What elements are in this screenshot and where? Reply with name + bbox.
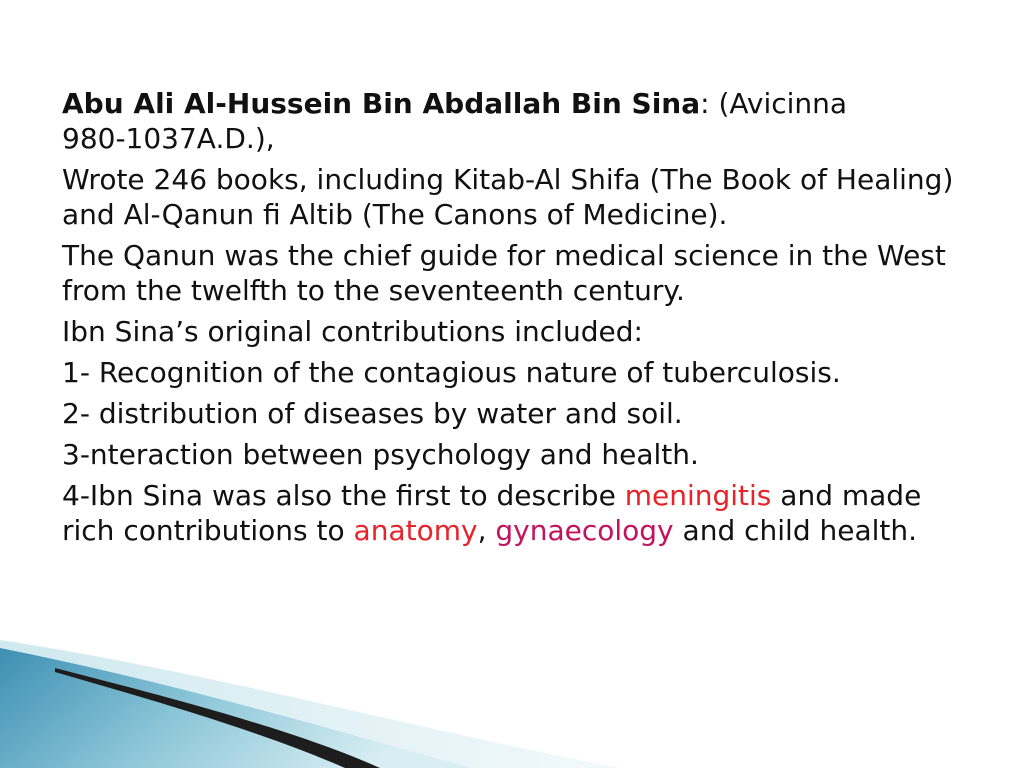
slide-body [62, 86, 962, 554]
contribution-4-comma: , [477, 514, 496, 547]
avicenna-dates-line1: : (Avicinna [700, 87, 848, 120]
highlight-meningitis: meningitis [624, 479, 772, 512]
paragraph-qanun: The Qanun was the chief guide for medical science in the West from the twelfth to the seventeenth century. [62, 239, 946, 307]
avicenna-dates-line2: 980-1037A.D.), [62, 122, 275, 155]
paragraph-avicenna-name [62, 86, 962, 156]
paragraph-contribution-4 [62, 478, 962, 548]
paragraph-contribution-1: 1- Recognition of the contagious nature of tuberculosis. [62, 356, 841, 389]
avicenna-full-name: Abu Ali Al-Hussein Bin Abdallah Bin Sina [62, 87, 701, 120]
paragraph-books: Wrote 246 books, including Kitab-Al Shifa (The Book of Healing) and Al-Qanun fi Altib (The Canons of Medicine). [62, 163, 954, 231]
contribution-4-text-a: 4-Ibn Sina was also the first to describe [62, 479, 625, 512]
contribution-4-text-c: and child health. [673, 514, 918, 547]
paragraph-contribution-2: 2- distribution of diseases by water and soil. [62, 397, 683, 430]
paragraph-contributions-intro: Ibn Sina’s original contributions included: [62, 315, 643, 348]
swoosh-teal-band [0, 648, 470, 768]
highlight-anatomy: anatomy [353, 514, 478, 547]
paragraph-contribution-3: 3-nteraction between psychology and health. [62, 438, 699, 471]
contribution-4-text-b: and made rich contributions to [62, 479, 922, 547]
highlight-gynaecology: gynaecology [495, 514, 674, 547]
